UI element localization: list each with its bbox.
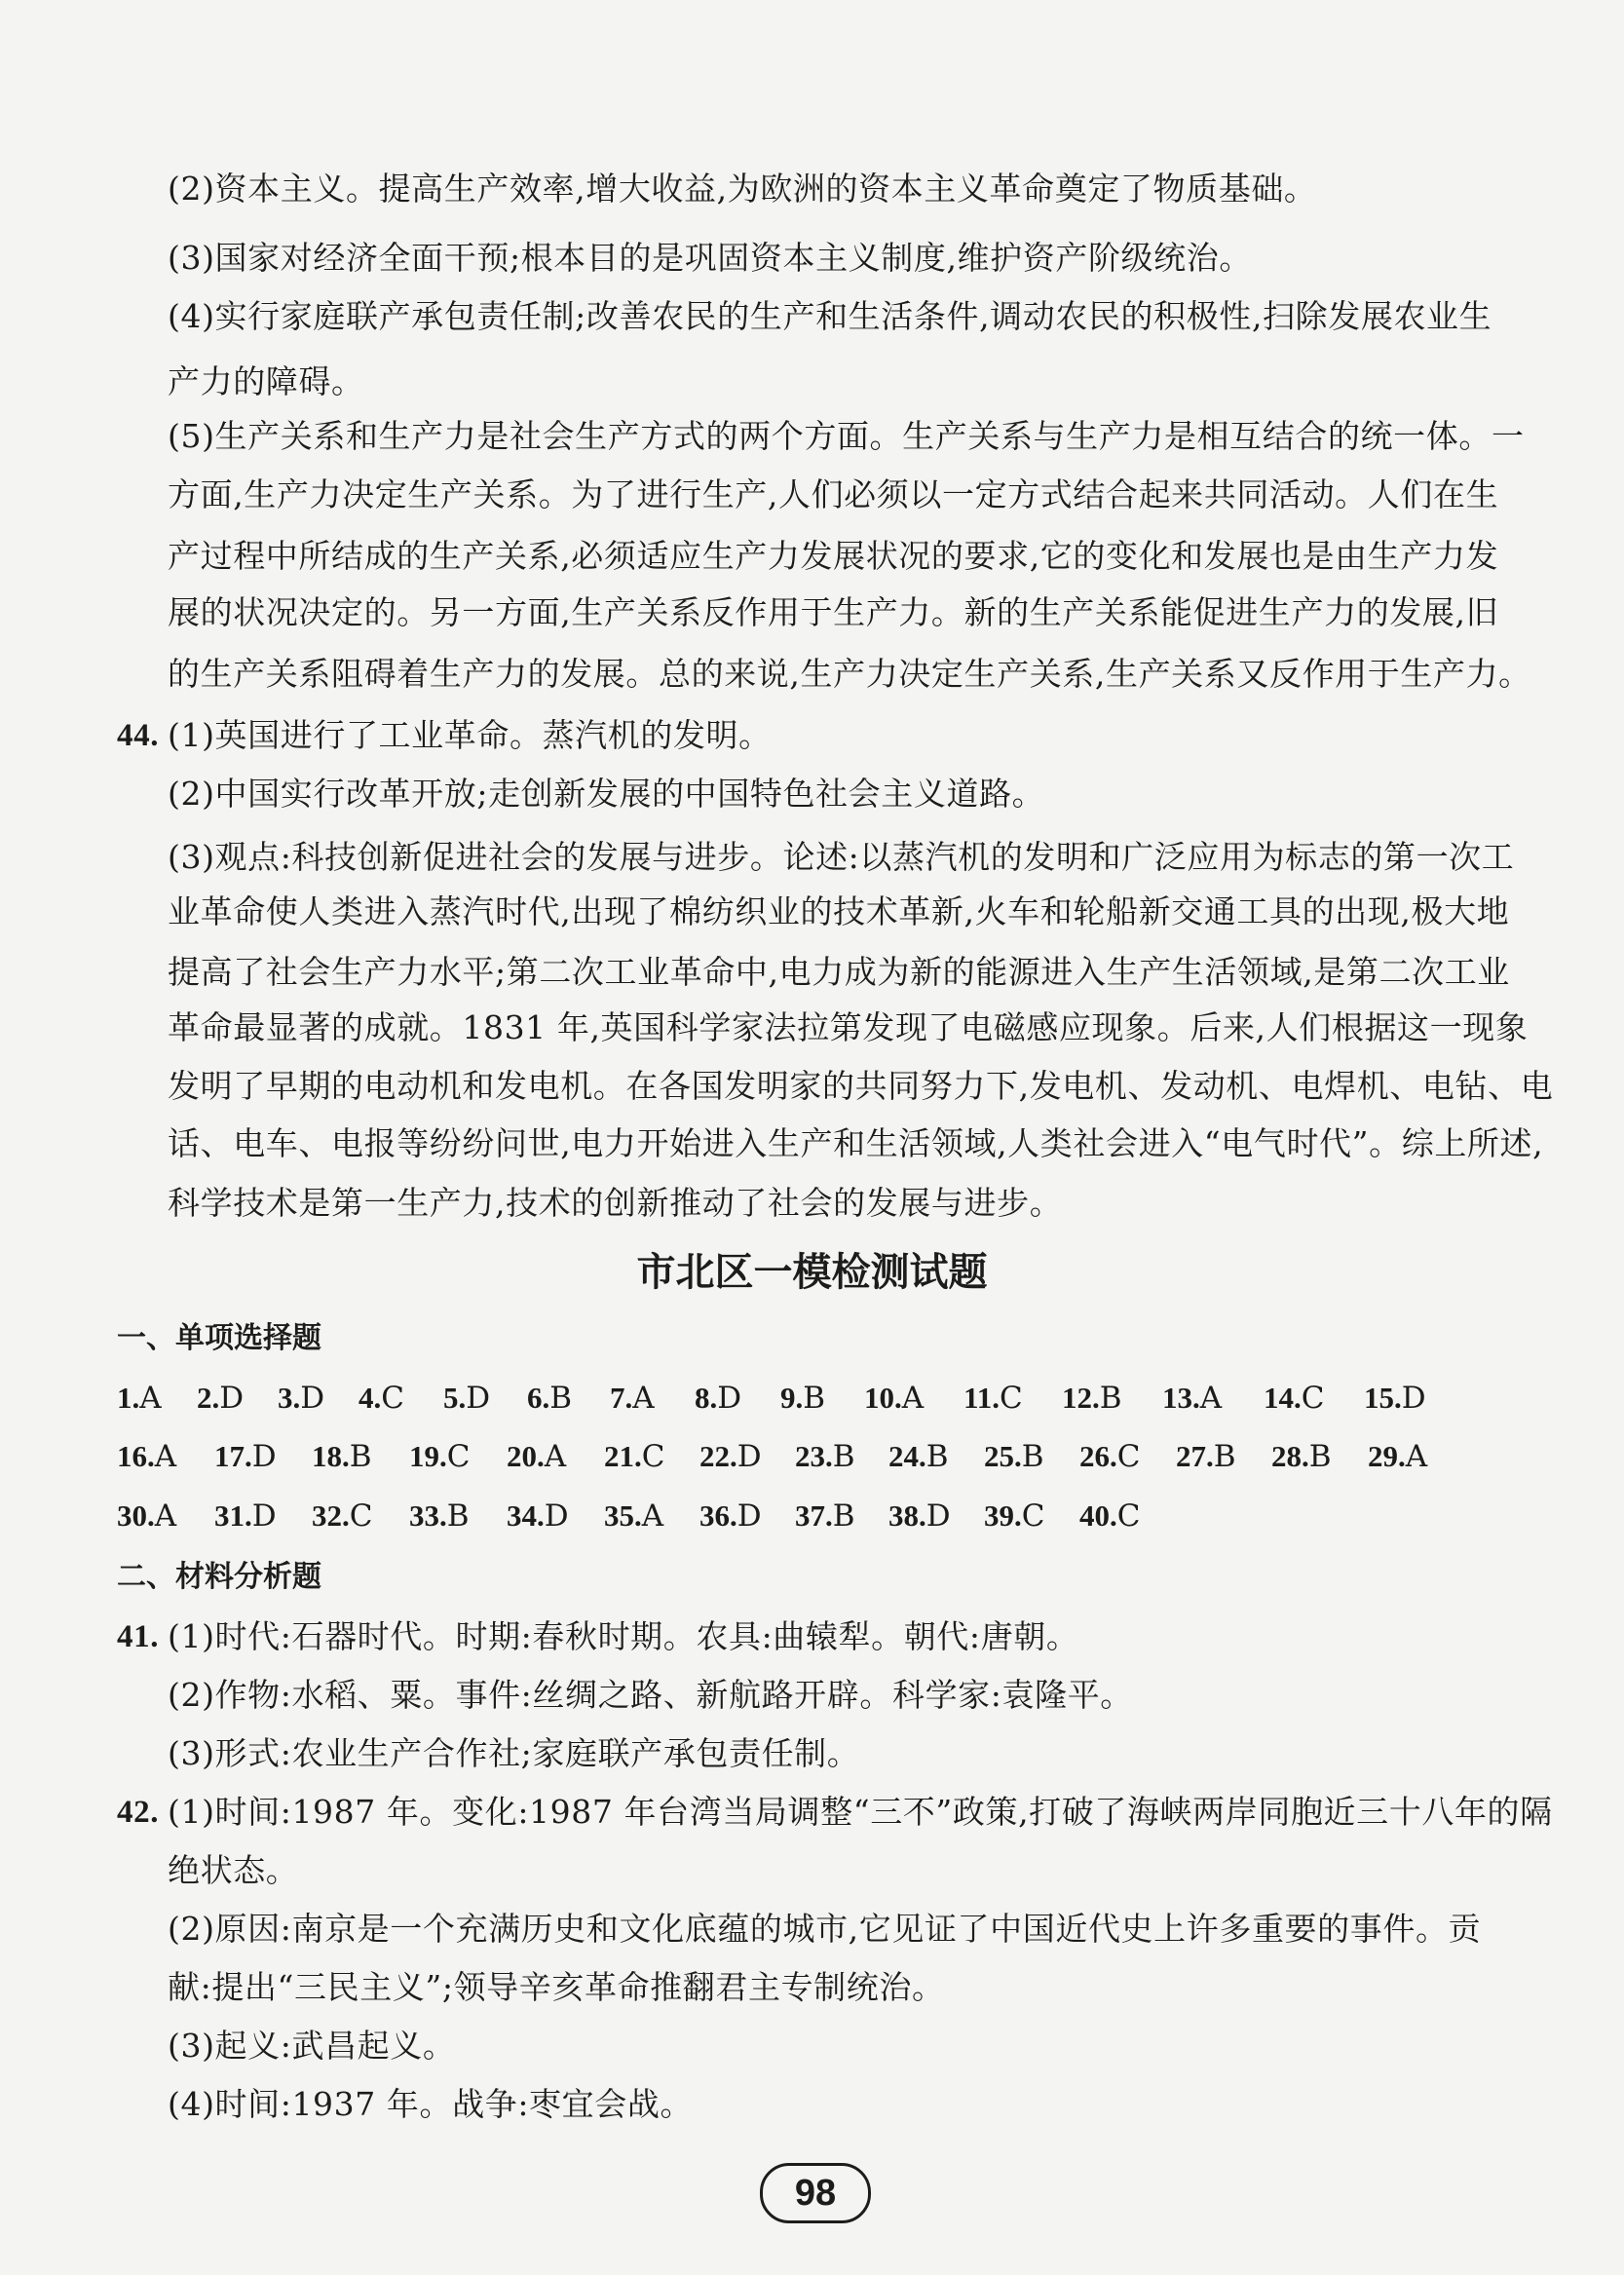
answer-item: 35.A bbox=[604, 1498, 664, 1534]
answer-item: 3.D bbox=[278, 1381, 325, 1416]
answer-item: 5.D bbox=[443, 1381, 491, 1416]
q43-part2: (2)资本主义。提高生产效率,增大收益,为欧洲的资本主义革命奠定了物质基础。 bbox=[168, 170, 1317, 208]
answer-item: 20.A bbox=[507, 1439, 567, 1474]
answer-item: 38.D bbox=[888, 1498, 951, 1534]
section-heading-material-analysis: 二、材料分析题 bbox=[117, 1560, 321, 1594]
q42-part3: (3)起义:武昌起义。 bbox=[168, 2027, 456, 2065]
q41-number: 41. bbox=[117, 1619, 160, 1654]
answer-item: 36.D bbox=[699, 1498, 762, 1534]
answer-item: 18.B bbox=[312, 1439, 372, 1474]
answer-item: 14.C bbox=[1264, 1381, 1325, 1416]
answer-item: 27.B bbox=[1176, 1439, 1236, 1474]
section-heading-single-choice: 一、单项选择题 bbox=[117, 1321, 321, 1355]
q41-part2: (2)作物:水稻、粟。事件:丝绸之路、新航路开辟。科学家:袁隆平。 bbox=[168, 1676, 1133, 1714]
answer-item: 2.D bbox=[197, 1381, 245, 1416]
page-number: 98 bbox=[760, 2163, 871, 2223]
q43-part5-line3: 产过程中所结成的生产关系,必须适应生产力发展状况的要求,它的变化和发展也是由生产力发 bbox=[168, 537, 1499, 575]
q43-part5-line2: 方面,生产力决定生产关系。为了进行生产,人们必须以一定方式结合起来共同活动。人们在生 bbox=[168, 475, 1499, 513]
q43-part3: (3)国家对经济全面干预;根本目的是巩固资本主义制度,维护资产阶级统治。 bbox=[168, 239, 1252, 277]
answer-item: 25.B bbox=[984, 1439, 1044, 1474]
q42-part1-line2: 绝状态。 bbox=[168, 1851, 299, 1889]
q44-part3-line1: (3)观点:科技创新促进社会的发展与进步。论述:以蒸汽机的发明和广泛应用为标志的第一次工 bbox=[168, 838, 1515, 876]
q44-part3-line2: 业革命使人类进入蒸汽时代,出现了棉纺织业的技术革新,火车和轮船新交通工具的出现,极大地 bbox=[168, 892, 1510, 930]
q44-part3-line3: 提高了社会生产力水平;第二次工业革命中,电力成为新的能源进入生产生活领域,是第二次工业 bbox=[168, 953, 1510, 991]
answer-item: 6.B bbox=[527, 1381, 573, 1416]
answer-item: 32.C bbox=[312, 1498, 373, 1534]
q42-part1-line1: (1)时间:1987 年。变化:1987 年台湾当局调整“三不”政策,打破了海峡两岸同胞近三十八年的隔 bbox=[168, 1793, 1553, 1831]
q44-part3-line5: 发明了早期的电动机和发电机。在各国发明家的共同努力下,发电机、发动机、电焊机、电钻、电 bbox=[168, 1067, 1554, 1105]
q44-number: 44. bbox=[117, 718, 160, 753]
answer-item: 8.D bbox=[695, 1381, 742, 1416]
q44-part3-line6: 话、电车、电报等纷纷问世,电力开始进入生产和生活领域,人类社会进入“电气时代”。综上所述, bbox=[168, 1124, 1544, 1162]
answer-item: 28.B bbox=[1271, 1439, 1332, 1474]
answer-item: 26.C bbox=[1079, 1439, 1141, 1474]
answer-item: 22.D bbox=[699, 1439, 762, 1474]
q44-part3-line4: 革命最显著的成就。1831 年,英国科学家法拉第发现了电磁感应现象。后来,人们根据这一现象 bbox=[168, 1008, 1529, 1046]
q42-number: 42. bbox=[117, 1795, 160, 1830]
answer-item: 4.C bbox=[359, 1381, 404, 1416]
answer-item: 9.B bbox=[780, 1381, 826, 1416]
q42-part2-line1: (2)原因:南京是一个充满历史和文化底蕴的城市,它见证了中国近代史上许多重要的事件。贡 bbox=[168, 1910, 1482, 1948]
q41-part3: (3)形式:农业生产合作社;家庭联产承包责任制。 bbox=[168, 1734, 860, 1772]
q42-part4: (4)时间:1937 年。战争:枣宜会战。 bbox=[168, 2085, 694, 2123]
answer-item: 37.B bbox=[795, 1498, 855, 1534]
answer-item: 33.B bbox=[409, 1498, 470, 1534]
answer-item: 11.C bbox=[963, 1381, 1023, 1416]
answer-item: 21.C bbox=[604, 1439, 665, 1474]
answer-item: 23.B bbox=[795, 1439, 855, 1474]
answer-item: 15.D bbox=[1364, 1381, 1426, 1416]
answer-item: 24.B bbox=[888, 1439, 949, 1474]
answer-item: 30.A bbox=[117, 1498, 177, 1534]
q43-part5-line5: 的生产关系阻碍着生产力的发展。总的来说,生产力决定生产关系,生产关系又反作用于生产力。 bbox=[168, 655, 1531, 693]
answer-item: 12.B bbox=[1062, 1381, 1122, 1416]
answer-item: 7.A bbox=[610, 1381, 655, 1416]
q41-part1: (1)时代:石器时代。时期:春秋时期。农具:曲辕犁。朝代:唐朝。 bbox=[168, 1617, 1079, 1655]
answer-item: 29.A bbox=[1368, 1439, 1428, 1474]
answer-item: 13.A bbox=[1162, 1381, 1223, 1416]
q43-part5-line1: (5)生产关系和生产力是社会生产方式的两个方面。生产关系与生产力是相互结合的统一体。一 bbox=[168, 417, 1525, 455]
answer-item: 10.A bbox=[864, 1381, 925, 1416]
q43-part4-line1: (4)实行家庭联产承包责任制;改善农民的生产和生活条件,调动农民的积极性,扫除发展农业生 bbox=[168, 297, 1492, 335]
answer-item: 31.D bbox=[214, 1498, 277, 1534]
q43-part4-line2: 产力的障碍。 bbox=[168, 362, 364, 400]
answer-item: 17.D bbox=[214, 1439, 277, 1474]
answer-item: 1.A bbox=[117, 1381, 162, 1416]
answer-item: 34.D bbox=[507, 1498, 569, 1534]
q44-part1: (1)英国进行了工业革命。蒸汽机的发明。 bbox=[168, 716, 772, 754]
q43-part5-line4: 展的状况决定的。另一方面,生产关系反作用于生产力。新的生产关系能促进生产力的发展,旧 bbox=[168, 593, 1499, 631]
q44-part3-line7: 科学技术是第一生产力,技术的创新推动了社会的发展与进步。 bbox=[168, 1184, 1063, 1222]
answer-item: 40.C bbox=[1079, 1498, 1141, 1534]
exam-title: 市北区一模检测试题 bbox=[636, 1249, 988, 1295]
q44-part2: (2)中国实行改革开放;走创新发展的中国特色社会主义道路。 bbox=[168, 775, 1045, 813]
answer-item: 19.C bbox=[409, 1439, 471, 1474]
q42-part2-line2: 献:提出“三民主义”;领导辛亥革命推翻君主专制统治。 bbox=[168, 1968, 945, 2006]
answer-item: 39.C bbox=[984, 1498, 1045, 1534]
answer-item: 16.A bbox=[117, 1439, 177, 1474]
